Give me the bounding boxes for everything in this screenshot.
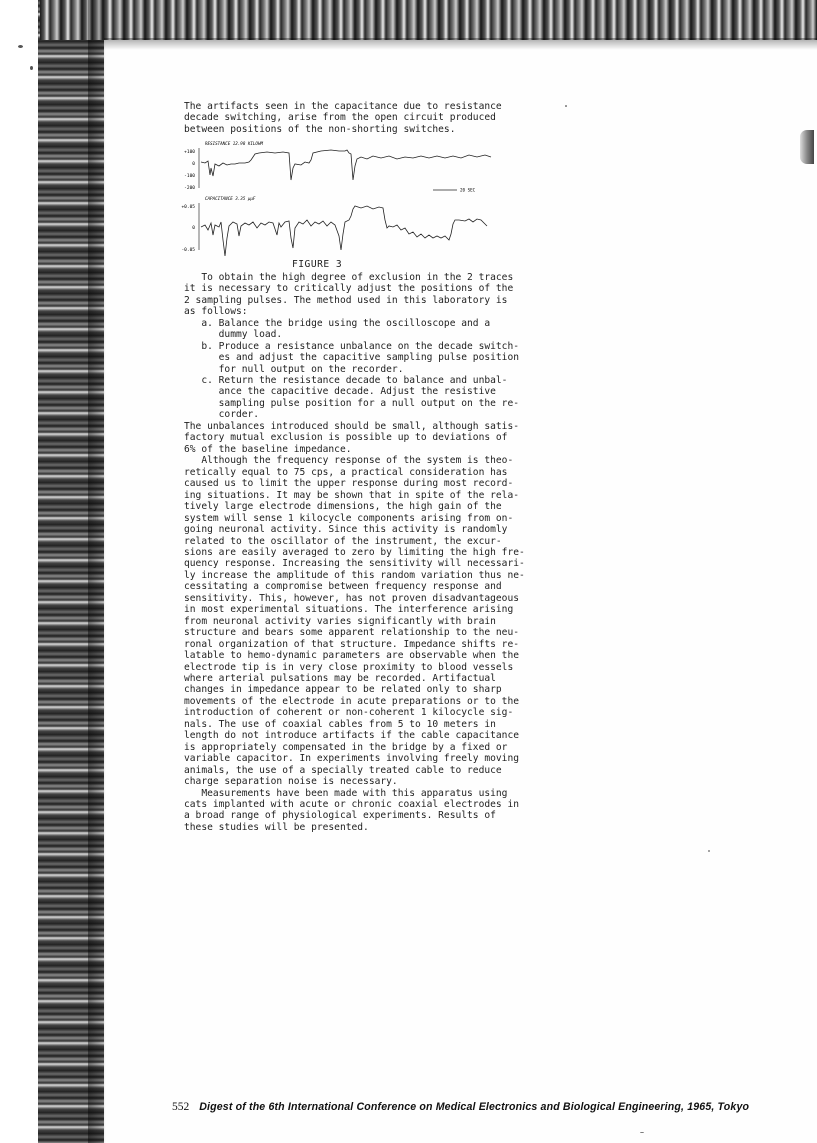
intro-paragraph: The artifacts seen in the capacitance due to resistance decade switching, arise from the open circuit produced between positions of the non-shorting switches.	[184, 101, 502, 135]
scan-speck	[30, 66, 33, 70]
capacitance-trace	[201, 206, 487, 256]
resistance-trace-panel	[184, 141, 491, 193]
body-text: The unbalances introduced should be small, although satis- factory mutual exclusion is possible up to deviations of 6% of the baseline impedance. Although the frequency response of the system is theo- retically equal to 75 cps, a practical consideration has caused us to limit the upper response during most record- ing situations. It may be shown that in spite of the rela- tively large electrode dimensions, the high gain of the system will sense 1 kilocycle components arising from on- going neuronal activity. Since this activity is randomly related to the oscillator of the instrument, the excur- sions are easily averaged to zero by limiting the high fre- quency response. Increasing the sensitivity will necessari- ly increase the amplitude of this random variation thus ne- cessitating a compromise between frequency response and sensitivity. This, however, has not proven disadvantageous in most experimental situations. The interference arising from neuronal activity varies significantly with brain structure and bears some apparent relationship to the neu- ronal organization of that structure. Impedance shifts re- latable to hemo-dynamic parameters are observable when the electrode tip is in very close proximity to blood vessels where arterial pulsations may be recorded. Artifactual changes in impedance appear to be related only to sharp movements of the electrode in acute preparations or to the introduction of coherent or non-coherent 1 kilocycle sig- nals. The use of coaxial cables from 5 to 10 meters in length do not introduce artifacts if the cable capacitance is appropriately compensated in the bridge by a fixed or variable capacitor. In experiments involving freely moving animals, the use of a specially treated cable to reduce charge separation noise is necessary. Measurements have been made with this apparatus using cats implanted with acute or chronic coaxial electrodes in a broad range of physiological experiments. Results of these studies will be presented.	[184, 421, 525, 833]
capacitance-trace-panel	[181, 196, 487, 256]
page-number: 552	[172, 1101, 190, 1113]
resistance-tick: 0	[192, 162, 195, 167]
resistance-tick: -200	[184, 186, 195, 191]
step-a: a. Balance the bridge using the oscilloscope and a dummy load.	[201, 318, 491, 341]
capacitance-label: CAPACITANCE 3.35 µµF	[205, 196, 256, 201]
scan-speck	[18, 45, 23, 48]
binding-shadow	[88, 0, 106, 1143]
scan-top-edge	[40, 0, 817, 40]
capacitance-tick: -0.05	[181, 248, 195, 253]
resistance-trace	[201, 150, 491, 180]
scan-speck	[640, 1132, 644, 1133]
page-tab-mark	[800, 130, 814, 164]
figure-3-traces	[175, 140, 515, 260]
step-c: c. Return the resistance decade to balance and unbal- ance the capacitive decade. Adjust the resistive sampling pulse position for a null output on the re- corder.	[201, 375, 520, 421]
page-left-margin	[0, 0, 42, 1143]
scan-speck	[565, 105, 567, 107]
capacitance-tick: 0	[192, 226, 195, 231]
resistance-label: RESISTANCE 12.98 KILOHM	[205, 141, 263, 146]
time-scale-label: 20 SEC	[460, 187, 476, 193]
figure-3-svg	[175, 140, 515, 260]
scan-speck	[708, 850, 710, 852]
resistance-tick: -100	[184, 174, 195, 179]
page-footer	[172, 1101, 749, 1113]
capacitance-tick: +0.05	[181, 205, 195, 210]
figure-caption: FIGURE 3	[292, 259, 343, 270]
step-b: b. Produce a resistance unbalance on the decade switch- es and adjust the capacitive sampling pulse position for null output on the recorder.	[201, 341, 520, 375]
resistance-tick: +100	[184, 150, 195, 155]
top-shadow	[104, 38, 817, 50]
method-paragraph: To obtain the high degree of exclusion in the 2 traces it is necessary to critically adjust the positions of the 2 sampling pulses. The method used in this laboratory is as follows:	[184, 272, 514, 318]
footer-citation: Digest of the 6th International Conference on Medical Electronics and Biological Engineering, 1965, Tokyo	[199, 1101, 750, 1113]
